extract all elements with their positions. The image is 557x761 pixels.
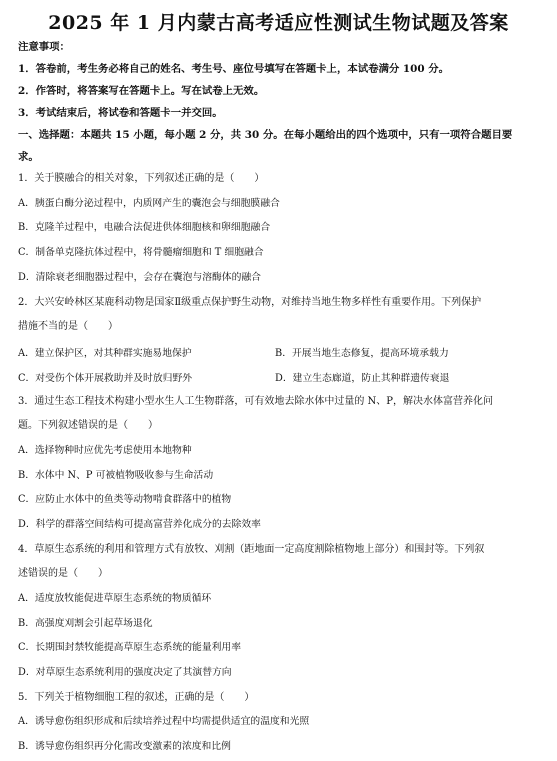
section-heading-line1: 一、选择题：本题共 15 小题，每小题 2 分，共 30 分。在每小题给出的四个选项中，只有一项符合题目要 <box>18 129 513 141</box>
question-1-stem: 1．关于膜融合的相关对象，下列叙述正确的是（ ） <box>18 173 265 184</box>
question-4-option-d: D．对草原生态系统利用的强度决定了其演替方向 <box>18 667 232 678</box>
question-3-stem-line2: 题。下列叙述错误的是（ ） <box>18 420 158 431</box>
question-3-option-a: A．选择物种时应优先考虑使用本地物种 <box>18 445 192 456</box>
notice-item-1: 1．答卷前，考生务必将自己的姓名、考生号、座位号填写在答题卡上，本试卷满分 100 分。 <box>18 63 449 75</box>
notice-item-3: 3．考试结束后，将试卷和答题卡一并交回。 <box>18 107 223 119</box>
question-4-stem-line2: 述错误的是（ ） <box>18 568 108 579</box>
question-4-option-c: C．长期围封禁牧能提高草原生态系统的能量利用率 <box>18 642 242 653</box>
question-4-stem-line1: 4．草原生态系统的利用和管理方式有放牧、刈割（距地面一定高度割除植物地上部分）和围封等。下列叙 <box>18 544 485 555</box>
question-2-option-b: B．开展当地生态修复，提高环境承载力 <box>275 348 449 359</box>
question-2-option-c: C．对受伤个体开展救助并及时放归野外 <box>18 373 193 384</box>
question-4-option-a: A．适度放牧能促进草原生态系统的物质循环 <box>18 593 212 604</box>
question-1-option-a: A．胰蛋白酶分泌过程中，内质网产生的囊泡会与细胞膜融合 <box>18 198 280 209</box>
question-2-option-a: A．建立保护区，对其种群实施易地保护 <box>18 348 192 359</box>
question-3-option-b: B．水体中 N、P 可被植物吸收参与生命活动 <box>18 470 214 481</box>
question-1-option-b: B．克隆羊过程中，电融合法促进供体细胞核和卵细胞融合 <box>18 222 271 233</box>
question-3-option-c: C．应防止水体中的鱼类等动物啃食群落中的植物 <box>18 494 232 505</box>
question-2-stem-line2: 措施不当的是（ ） <box>18 321 118 332</box>
question-5-option-a: A．诱导愈伤组织形成和后续培养过程中均需提供适宜的温度和光照 <box>18 716 310 727</box>
question-4-option-b: B．高强度刈割会引起草场退化 <box>18 618 153 629</box>
page-title: 2025 年 1 月内蒙古高考适应性测试生物试题及答案 <box>48 12 509 34</box>
question-3-stem-line1: 3．通过生态工程技术构建小型水生人工生物群落，可有效地去除水体中过量的 N、P，解决水体富营养化问 <box>18 396 494 407</box>
question-2-stem-line1: 2．大兴安岭林区某鹿科动物是国家Ⅱ级重点保护野生动物，对维持当地生物多样性有重要作用。下列保护 <box>18 297 482 308</box>
question-1-option-c: C．制备单克隆抗体过程中，将骨髓瘤细胞和 T 细胞融合 <box>18 247 264 258</box>
question-5-stem: 5．下列关于植物细胞工程的叙述，正确的是（ ） <box>18 692 255 703</box>
question-2-option-d: D．建立生态廊道，防止其种群遗传衰退 <box>275 373 450 384</box>
notice-item-2: 2．作答时，将答案写在答题卡上。写在试卷上无效。 <box>18 85 265 97</box>
section-heading-line2: 求。 <box>18 151 39 163</box>
notice-heading: 注意事项： <box>18 41 70 53</box>
question-1-option-d: D．清除衰老细胞器过程中，会存在囊泡与溶酶体的融合 <box>18 272 261 283</box>
question-3-option-d: D．科学的群落空间结构可提高富营养化成分的去除效率 <box>18 519 261 530</box>
question-5-option-b: B．诱导愈伤组织再分化需改变激素的浓度和比例 <box>18 741 231 752</box>
